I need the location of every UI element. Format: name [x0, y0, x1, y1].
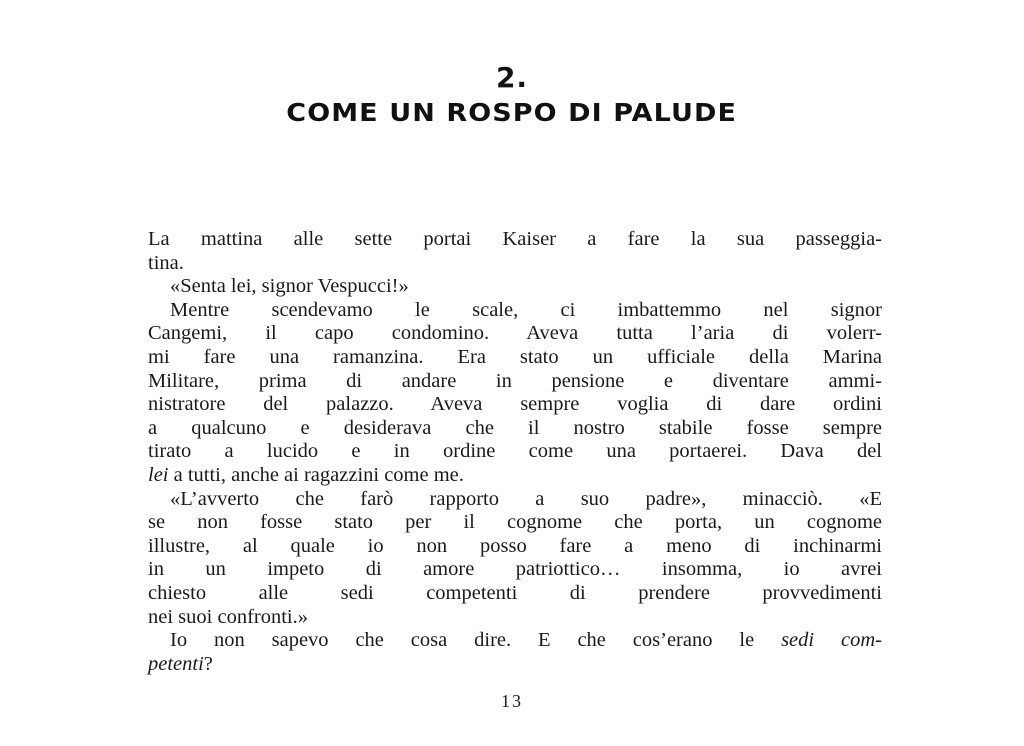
- text-line: in un impeto di amore patriottico… insomma, io avrei: [148, 558, 882, 581]
- text-line: a qualcuno e desiderava che il nostro stabile fosse sempre: [148, 416, 882, 439]
- text-line: tina.: [148, 251, 184, 274]
- text-line: nistratore del palazzo. Aveva sempre voglia di dare ordini: [148, 393, 882, 416]
- italic-word: lei: [148, 463, 169, 486]
- italic-word: petenti: [148, 652, 204, 675]
- chapter-heading: [0, 62, 1024, 130]
- body-text: [148, 228, 882, 676]
- chapter-title: COME UN ROSPO DI PALUDE: [286, 98, 738, 127]
- text-line: «L’avverto che farò rapporto a suo padre», minacciò. «E: [170, 487, 882, 510]
- text-fragment: ?: [203, 652, 213, 675]
- text-line: se non fosse stato per il cognome che porta, un cognome: [148, 511, 882, 534]
- text-line: La mattina alle sette portai Kaiser a fare la sua passeggia-: [148, 228, 882, 250]
- text-line: illustre, al quale io non posso fare a meno di inchinarmi: [148, 534, 882, 557]
- page-number: 13: [501, 691, 523, 711]
- text-line: mi fare una ramanzina. Era stato un ufficiale della Marina: [148, 345, 882, 368]
- text-line: Mentre scendevamo le scale, ci imbattemmo nel signor: [170, 298, 882, 321]
- text-line: Militare, prima di andare in pensione e diventare ammi-: [148, 369, 882, 392]
- text-line: chiesto alle sedi competenti di prendere provvedimenti: [148, 581, 882, 604]
- chapter-number: 2.: [495, 61, 529, 94]
- text-line: [148, 653, 882, 677]
- text-line: «Senta lei, signor Vespucci!»: [170, 275, 409, 298]
- italic-word: sedi com-: [781, 629, 882, 652]
- text-line: Cangemi, il capo condomino. Aveva tutta l’aria di volerr-: [148, 322, 882, 345]
- text-fragment: a tutti, anche ai ragazzini come me.: [168, 463, 464, 486]
- text-line: [148, 464, 882, 488]
- text-line: [148, 629, 882, 653]
- text-line: nei suoi confronti.»: [148, 605, 308, 628]
- text-line: tirato a lucido e in ordine come una portaerei. Dava del: [148, 440, 882, 463]
- text-fragment: Io non sapevo che cosa dire. E che cos’erano le: [170, 629, 782, 652]
